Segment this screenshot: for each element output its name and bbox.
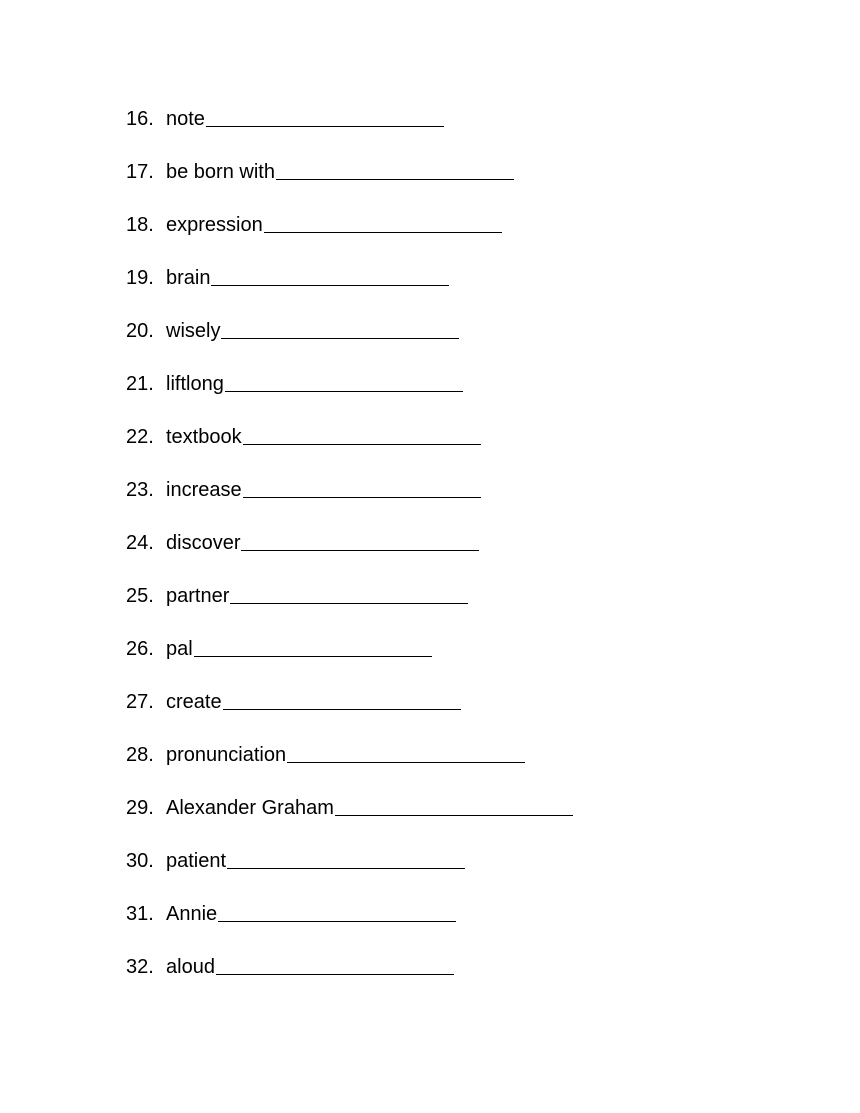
list-item bbox=[126, 528, 573, 581]
item-word: Annie bbox=[166, 903, 218, 925]
list-item bbox=[126, 846, 573, 899]
item-number: 22. bbox=[126, 426, 154, 448]
item-word: aloud bbox=[166, 956, 215, 978]
item-word: expression bbox=[166, 214, 263, 236]
item-word: wisely bbox=[166, 320, 221, 342]
item-word: increase bbox=[166, 479, 242, 501]
answer-blank[interactable] bbox=[218, 899, 456, 922]
list-item bbox=[126, 581, 573, 634]
answer-blank[interactable] bbox=[227, 846, 465, 869]
item-word: be born with bbox=[166, 161, 275, 183]
item-word: note bbox=[166, 108, 205, 130]
list-item bbox=[126, 316, 573, 369]
item-word: pal bbox=[166, 638, 193, 660]
item-word: liftlong bbox=[166, 373, 224, 395]
item-number: 28. bbox=[126, 744, 154, 766]
item-number: 30. bbox=[126, 850, 154, 872]
answer-blank[interactable] bbox=[241, 528, 479, 551]
answer-blank[interactable] bbox=[211, 263, 449, 286]
item-number: 24. bbox=[126, 532, 154, 554]
item-number: 31. bbox=[126, 903, 154, 925]
item-number: 17. bbox=[126, 161, 154, 183]
list-item bbox=[126, 104, 573, 157]
answer-blank[interactable] bbox=[264, 210, 502, 233]
item-number: 20. bbox=[126, 320, 154, 342]
item-word: partner bbox=[166, 585, 230, 607]
item-number: 25. bbox=[126, 585, 154, 607]
item-number: 18. bbox=[126, 214, 154, 236]
list-item bbox=[126, 793, 573, 846]
list-item bbox=[126, 210, 573, 263]
item-number: 21. bbox=[126, 373, 154, 395]
answer-blank[interactable] bbox=[216, 952, 454, 975]
answer-blank[interactable] bbox=[223, 687, 461, 710]
list-item bbox=[126, 740, 573, 793]
list-item bbox=[126, 899, 573, 952]
item-word: textbook bbox=[166, 426, 242, 448]
answer-blank[interactable] bbox=[243, 422, 481, 445]
answer-blank[interactable] bbox=[287, 740, 525, 763]
answer-blank[interactable] bbox=[230, 581, 468, 604]
answer-blank[interactable] bbox=[221, 316, 459, 339]
answer-blank[interactable] bbox=[276, 157, 514, 180]
item-word: Alexander Graham bbox=[166, 797, 334, 819]
answer-blank[interactable] bbox=[225, 369, 463, 392]
answer-blank[interactable] bbox=[206, 104, 444, 127]
item-number: 27. bbox=[126, 691, 154, 713]
item-number: 26. bbox=[126, 638, 154, 660]
item-word: patient bbox=[166, 850, 227, 872]
list-item bbox=[126, 475, 573, 528]
list-item bbox=[126, 157, 573, 210]
item-word: discover bbox=[166, 532, 241, 554]
answer-blank[interactable] bbox=[335, 793, 573, 816]
item-number: 32. bbox=[126, 956, 154, 978]
answer-blank[interactable] bbox=[243, 475, 481, 498]
item-word: brain bbox=[166, 267, 211, 289]
list-item bbox=[126, 422, 573, 475]
item-word: create bbox=[166, 691, 222, 713]
list-item bbox=[126, 634, 573, 687]
item-word: pronunciation bbox=[166, 744, 287, 766]
answer-blank[interactable] bbox=[194, 634, 432, 657]
list-item bbox=[126, 687, 573, 740]
list-item bbox=[126, 952, 573, 1005]
item-number: 19. bbox=[126, 267, 154, 289]
item-number: 23. bbox=[126, 479, 154, 501]
item-number: 16. bbox=[126, 108, 154, 130]
list-item bbox=[126, 263, 573, 316]
list-item bbox=[126, 369, 573, 422]
item-number: 29. bbox=[126, 797, 154, 819]
vocabulary-list bbox=[126, 104, 573, 1005]
